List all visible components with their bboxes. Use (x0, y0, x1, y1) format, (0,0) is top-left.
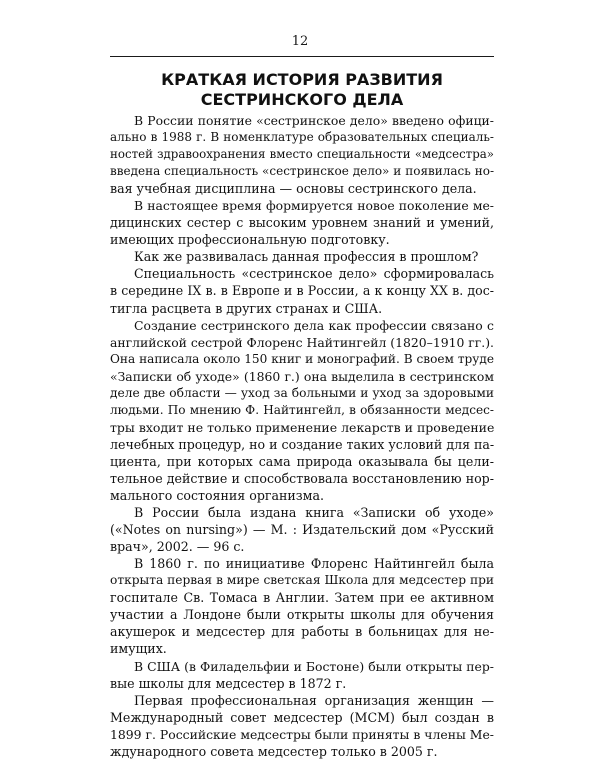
text-line: врач», 2002. — 96 с. (110, 539, 245, 555)
text-line: тры входит не только применение лекарств и проведение (110, 419, 495, 435)
text-line: лечебных процедур, но и создание таких условий для па- (110, 436, 495, 452)
text-line: английской сестрой Флоренс Найтингейл (1820–1910 гг.). (110, 334, 494, 350)
text-line: Создание сестринского дела как профессии связано с (134, 317, 494, 333)
text-line: вая учебная дисциплина — основы сестринского дела. (110, 181, 477, 197)
text-line: В России понятие «сестринское дело» введено офици- (134, 113, 494, 128)
text-line: дицинских сестер с высоким уровнем знаний и умений, (110, 215, 494, 231)
text-line: имущих. (110, 641, 167, 657)
paragraph (110, 112, 494, 197)
header-rule (110, 56, 494, 57)
text-line: имеющих профессиональную подготовку. (110, 232, 390, 248)
chapter-title-line: КРАТКАЯ ИСТОРИЯ РАЗВИТИЯ (161, 70, 443, 89)
text-line: акушерок и медсестер для работы в больницах для не- (110, 624, 494, 640)
text-line: Она написала около 150 книг и монографий. В своем труде (110, 351, 494, 366)
text-line: Первая профессиональная организация женщин — (134, 692, 494, 708)
text-line: введена специальность «сестринское дело» и появилась но- (110, 164, 494, 179)
text-line: мального состояния организма. (110, 488, 324, 504)
text-line: В США (в Филадельфии и Бостоне) были открыты пер- (134, 658, 494, 674)
text-line: участии а Лондоне были открыты школы для обучения (110, 607, 494, 623)
text-line: в середине IX в. в Европе и в России, а к концу XX в. дос- (110, 283, 494, 299)
text-line: людьми. По мнению Ф. Найтингейл, в обязанности медсес- (110, 402, 494, 417)
paragraph (110, 265, 494, 316)
text-line: В настоящее время формируется новое поколение ме- (134, 198, 494, 214)
text-line: циента, при которых сама природа оказывала бы цели- (110, 453, 494, 469)
chapter-title-line: СЕСТРИНСКОГО ДЕЛА (200, 90, 404, 109)
paragraph (110, 317, 494, 505)
text-line: вые школы для медсестер в 1872 г. (110, 675, 347, 691)
text-line: Специальность «сестринское дело» сформировалась (134, 266, 494, 282)
text-line: тельное действие и способствовала восстановлению нор- (110, 470, 494, 486)
text-line: 1899 г. Российские медсестры были приняты в члены Ме- (110, 726, 494, 742)
text-line: деле две области — уход за больными и уход за здоровыми (110, 385, 494, 400)
text-line: В России была издана книга «Записки об уходе» (134, 505, 494, 521)
paragraph (110, 658, 494, 692)
paragraph (110, 248, 494, 265)
paragraph (110, 197, 494, 248)
chapter-title (110, 70, 494, 110)
text-line: «Записки об уходе» (1860 г.) она выделила в сестринском (110, 368, 494, 384)
text-line: открыта первая в мире светская Школа для медсестер при (110, 573, 494, 588)
text-line: ностей здравоохранения вместо специальности «медсестра» (110, 147, 494, 162)
text-line: ждународного совета медсестер только в 2005 г. (110, 743, 438, 759)
text-line: Как же развивалась данная профессия в прошлом? (134, 249, 479, 265)
paragraph (110, 504, 494, 555)
text-line: Международный совет медсестер (МСМ) был создан в (110, 709, 494, 725)
text-line: ально в 1988 г. В номенклатуре образовательных специаль- (110, 130, 494, 145)
text-line: тигла расцвета в других странах и США. (110, 300, 383, 316)
text-line: («Notes on nursing») — М. : Издательский дом «Русский (110, 522, 494, 538)
body-text (110, 112, 494, 760)
text-line: В 1860 г. по инициативе Флоренс Найтингейл была (134, 556, 494, 572)
text-line: госпитале Св. Томаса в Англии. Затем при ее активном (110, 590, 494, 606)
paragraph (110, 555, 494, 657)
page-number: 12 (291, 34, 309, 49)
